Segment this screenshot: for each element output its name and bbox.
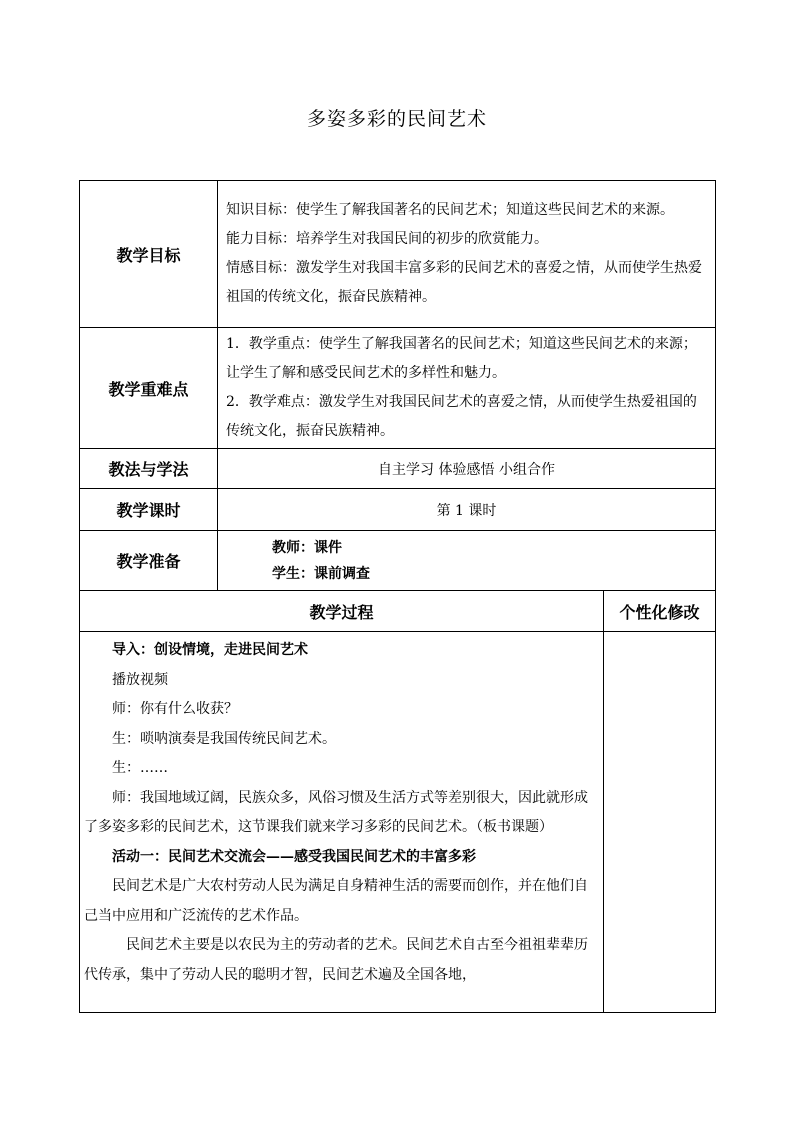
personal-notes-cell (604, 632, 716, 1013)
process-intro-heading: 导入：创设情境，走进民间艺术 (112, 642, 308, 658)
preparation-teacher: 教师：课件 (272, 539, 342, 556)
process-line: 民间艺术是广大农村劳动人民为满足自身精神生活的需要而创作，并在他们自己当中应用和广泛流传的艺术作品。 (84, 878, 588, 924)
objectives-row (80, 181, 716, 328)
preparation-label: 教学准备 (80, 531, 218, 591)
methods-value: 自主学习 体验感悟 小组合作 (218, 449, 716, 489)
key-points-label: 教学重难点 (80, 328, 218, 449)
objective-emotion: 情感目标：激发学生对我国丰富多彩的民间艺术的喜爱之情，从而使学生热爱祖国的传统文化，振奋民族精神。 (226, 260, 702, 305)
lesson-plan-table (79, 180, 716, 1013)
preparation-row (80, 531, 716, 591)
process-line: 民间艺术主要是以农民为主的劳动者的艺术。民间艺术自古至今祖祖辈辈历代传承，集中了劳动人民的聪明才智，民间艺术遍及全国各地， (84, 937, 588, 983)
process-header-row (80, 591, 716, 632)
objectives-content (218, 181, 716, 328)
key-points-content (218, 328, 716, 449)
hours-label: 教学课时 (80, 489, 218, 531)
process-header: 教学过程 (80, 591, 604, 632)
process-row (80, 632, 716, 1013)
preparation-content (218, 531, 716, 591)
process-content (80, 632, 604, 1013)
personal-header: 个性化修改 (604, 591, 716, 632)
preparation-student: 学生：课前调查 (272, 565, 370, 582)
process-activity-heading: 活动一：民间艺术交流会——感受我国民间艺术的丰富多彩 (112, 848, 476, 865)
hours-row (80, 489, 716, 531)
key-point-focus: 1．教学重点：使学生了解我国著名的民间艺术；知道这些民间艺术的来源；让学生了解和感受民间艺术的多样性和魅力。 (226, 336, 697, 381)
objectives-label: 教学目标 (80, 181, 218, 328)
hours-value: 第 1 课时 (218, 489, 716, 531)
process-line: 生：唢呐演奏是我国传统民间艺术。 (112, 730, 336, 747)
process-line: 师：你有什么收获？ (112, 701, 238, 717)
process-line: 生：…… (112, 760, 168, 776)
objective-ability: 能力目标：培养学生对我国民间的初步的欣赏能力。 (226, 231, 548, 247)
objective-knowledge: 知识目标：使学生了解我国著名的民间艺术；知道这些民间艺术的来源。 (226, 202, 674, 218)
page-title: 多姿多彩的民间艺术 (306, 108, 487, 130)
methods-label: 教法与学法 (80, 449, 218, 489)
methods-row (80, 449, 716, 489)
process-line: 播放视频 (112, 671, 168, 688)
key-point-difficulty: 2．教学难点：激发学生对我国民间艺术的喜爱之情，从而使学生热爱祖国的传统文化，振奋民族精神。 (226, 394, 697, 439)
process-line: 师：我国地域辽阔，民族众多，风俗习惯及生活方式等差别很大，因此就形成了多姿多彩的民间艺术，这节课我们就来学习多彩的民间艺术。（板书课题） (84, 789, 588, 835)
key-points-row (80, 328, 716, 449)
